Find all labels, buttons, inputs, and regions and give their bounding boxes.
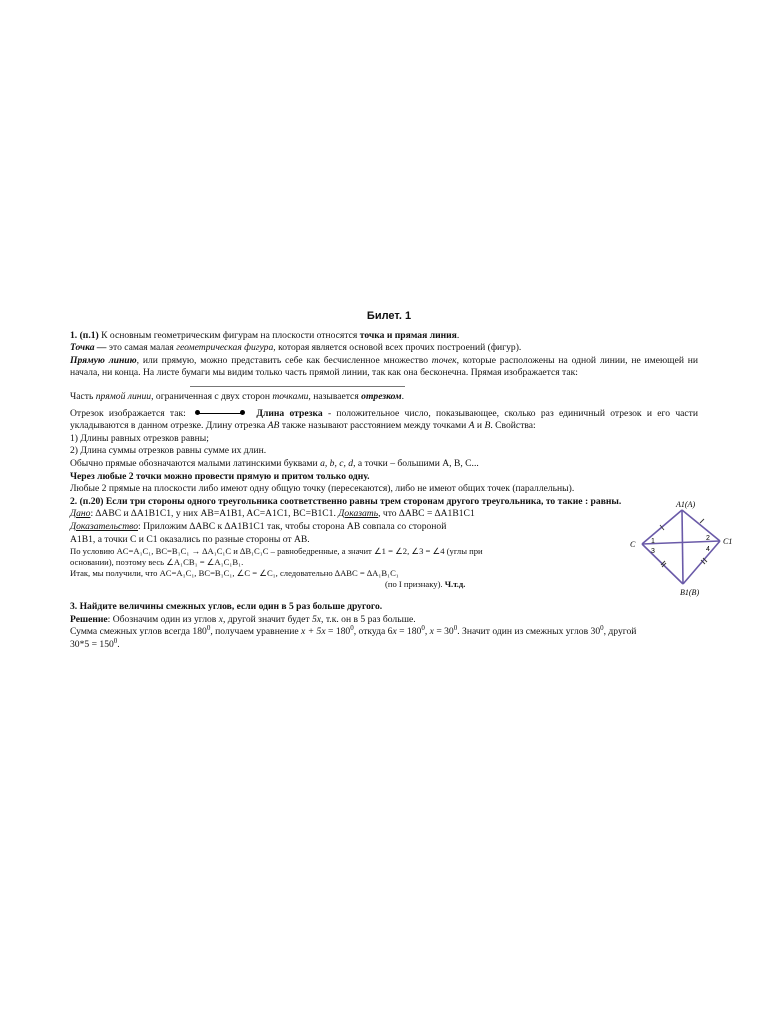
q2-proof-line-3: По условию AC=A₁C₁, BC=B₁C₁ → ∆A₁C₁C и ∆B₁C₁C – равнобедренные, а значит ∠1 = ∠2, ∠3 = ∠4 (углы при основании), поэтому весь ∠A₁CB₁ = ∠A₁C₁B₁.	[70, 546, 483, 568]
q2-given: Дано: ∆ABC и ∆A1B1C1, у них AB=A1B1, AC=A1C1, BC=B1C1. Доказать, что ∆ABC = ∆A1B1C1	[70, 508, 475, 520]
label-c: C	[630, 540, 636, 549]
q1-two-lines: Любые 2 прямые на плоскости либо имеют одну общую точку (пересекаются), либо не имеют общих точек (параллельны).	[70, 483, 575, 495]
segment-a1b1	[682, 510, 683, 584]
label-b1: B1(B)	[680, 588, 700, 597]
segment-illustration	[195, 410, 245, 416]
q3-answer: $30*5 = 150^0$.	[70, 636, 120, 650]
q1-property-2: 2) Длина суммы отрезков равны сумме их длин.	[70, 445, 267, 457]
label-angle-3: 3	[651, 548, 655, 555]
q2-proof-line-2: A1B1, а точки C и C1 оказались по разные стороны от AB.	[70, 533, 310, 545]
q3-equation: Сумма смежных углов всегда $180^0$, получаем уравнение $x + 5x = 180^0$, откуда $6x = 180^0$, $x = 30^0$. Значит один из смежных углов $30^0$, другой	[70, 624, 637, 638]
ticket-page	[70, 310, 698, 651]
q1-property-1: 1) Длины равных отрезков равны;	[70, 432, 209, 444]
q2-proof-intro: Доказательство: Приложим ∆ABC к ∆A1B1C1 так, чтобы сторона AB совпала со стороной	[70, 520, 447, 532]
edge-c1-b1	[683, 541, 720, 584]
q2-proof-line-4: Итак, мы получили, что AC=A₁C₁, BC=B₁C₁, ∠C = ∠C₁, следовательно ∆ABC = ∆A₁B₁C₁	[70, 568, 399, 579]
q2-statement: 2. (п.20) Если три стороны одного треугольника соответственно равны трем сторонам другого треугольника, то такие : равны.	[70, 495, 622, 507]
edge-a1-c1	[682, 510, 720, 541]
q1-segment-definition: Часть прямой линии, ограниченная с двух сторон точками, называется отрезком.	[70, 390, 404, 402]
q1-segment-length: Отрезок изображается так: Длина отрезка - положительное число, показывающее, сколько раз единичный отрезок и его части укладываются в данном отрезке. Длину отрезка AB также называют расстоянием между точками A и B. Свойства:	[70, 407, 698, 432]
ticket-title: Билет. 1	[366, 310, 412, 322]
q2-qed: (по I признаку). Ч.т.д.	[385, 579, 466, 590]
q1-point-definition: Точка — это самая малая геометрическая фигура, которая является основой всех прочих построений (фигур).	[70, 342, 522, 354]
q1-notation: Обычно прямые обозначаются малыми латинскими буквами a, b, c, d, а точки – большими A, B, C...	[70, 457, 479, 469]
q1-line-definition: Прямую линию, или прямую, можно представить себе как бесчисленное множество точек, которые расположены на одной линии, не имеющей ни начала, ни конца. На листе бумаги мы видим только часть прямой линии, так как она бесконечна. Прямая изображается так:	[70, 354, 699, 379]
q3-task: 3. Найдите величины смежных углов, если один в 5 раз больше другого.	[70, 601, 383, 613]
label-angle-4: 4	[706, 546, 710, 553]
q1-axiom: Через любые 2 точки можно провести прямую и притом только одну.	[70, 470, 370, 482]
label-angle-1: 1	[651, 538, 655, 545]
label-c1: C1	[723, 537, 733, 546]
line-illustration	[190, 386, 405, 387]
label-a1: A1(A)	[676, 500, 696, 509]
label-angle-2: 2	[706, 535, 710, 542]
q3-solution: Решение: Обозначим один из углов x, другой значит будет 5x, т.к. он в 5 раз больше.	[70, 613, 416, 625]
triangle-figure	[620, 498, 740, 600]
q1-intro: 1. (п.1) К основным геометрическим фигурам на плоскости относятся точка и прямая линия.	[70, 329, 460, 341]
